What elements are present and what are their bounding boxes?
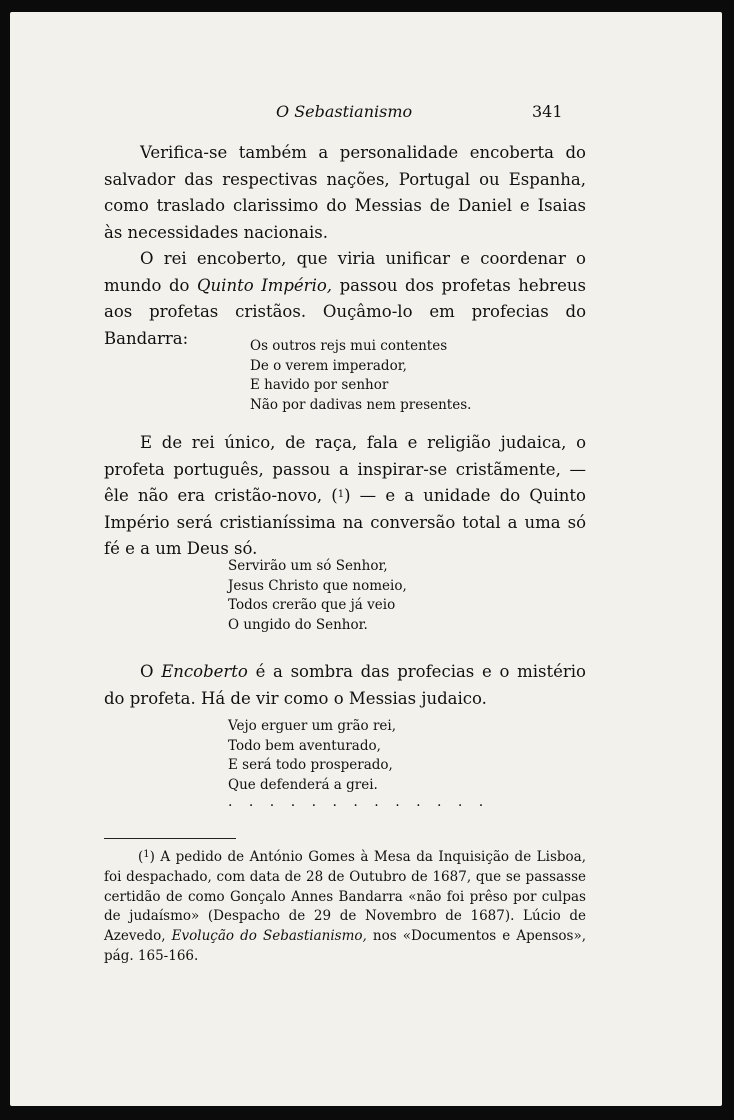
verse-line: O ungido do Senhor. [228, 616, 368, 633]
footnote: ($^1$) A pedido de António Gomes à Mesa da Inquisição de Lisboa, foi despachado, com data de 28 de Outubro de 1687, que se passasse certidão de como Gonçalo Annes Bandarra «não foi prêso por culpas de judaísmo» (Despacho de 29 de Novembro de 1687). Lúcio de Azevedo, Evolução do Sebastianismo, nos «Documentos e Apensos», pág. 165-166. [104, 849, 586, 964]
footnote-marker: 1 [143, 849, 150, 860]
verse-line: E será todo prosperado, [228, 757, 393, 773]
page-number: 341 [532, 102, 563, 121]
book-page [10, 12, 722, 1106]
footnote-divider [104, 838, 236, 839]
paragraph-3-text [104, 430, 586, 563]
paragraph-1 [104, 140, 586, 246]
footnote-text-part-2: nos «Documentos e Apensos», pág. 165-166. [104, 928, 586, 964]
paragraph-4 [104, 659, 586, 712]
verse-line: Servirão um só Senhor, [228, 558, 388, 574]
paragraph-4-part-1: O [140, 662, 162, 681]
verse-line: Todo bem aventurado, [228, 737, 381, 754]
paragraph-2-part-1: O rei encoberto, que viria unificar e coordenar o mundo do [104, 249, 586, 295]
paragraph-1-text: Verifica-se também a personalidade encoberta do salvador das respectivas nações, Portugal ou Espanha, como traslado clarissimo do Messias de Daniel e Isaias às necessidades nacionais. [104, 143, 586, 242]
verse-ellipsis: . . . . . . . . . . . . . [228, 794, 490, 810]
paragraph-2-part-2: passou dos profetas hebreus aos profetas cristãos. Ouçâmo-lo em profecias do Bandarra: [104, 275, 587, 348]
footnote-text-part-1: ) A pedido de António Gomes à Mesa da Inquisição de Lisboa, foi despachado, com data de 28 de Outubro de 1687, que se passasse certidão de como Gonçalo Annes Bandarra «não foi prêso por culpas de judaísmo» (Despacho de 29 de Novembro de 1687). Lúcio de Azevedo, [104, 849, 586, 945]
footnote-reference[interactable]: 1 [337, 489, 345, 500]
running-title: O Sebastianismo [276, 102, 413, 121]
verse-line: Não por dadivas nem presentes. [250, 396, 472, 413]
quinto-imperio-italic: Quinto Império, [197, 275, 333, 295]
paragraph-4-text [104, 659, 586, 712]
encoberto-italic: Encoberto [161, 662, 248, 681]
verse-2 [228, 557, 407, 635]
verse-line: De o verem imperador, [250, 357, 407, 374]
footnote-book-title: Evolução do Sebastianismo, [171, 928, 367, 945]
paragraph-3 [104, 430, 586, 563]
verse-line: Todos crerão que já veio [228, 597, 396, 613]
verse-1 [250, 337, 471, 415]
verse-3 [228, 717, 396, 795]
verse-line: Os outros rejs mui contentes [250, 338, 448, 354]
verse-line: Que defenderá a grei. [228, 776, 378, 793]
page-header [10, 102, 722, 126]
verse-line: E havido por senhor [250, 377, 389, 393]
paragraph-3-part-1: E de rei único, de raça, fala e religião judaica, o profeta português, passou a inspirar-se cristãmente, — êle não era cristão-novo, ( [104, 433, 586, 505]
verse-line: Vejo erguer um grão rei, [228, 718, 397, 734]
verse-line: Jesus Christo que nomeio, [228, 577, 407, 594]
paragraph-4-part-2: é a sombra das profecias e o mistério do profeta. Há de vir como o Messias judaico. [104, 662, 586, 708]
paragraph-3-part-2: ) — e a unidade do Quinto Império será cristianíssima na conversão total a uma só fé e a um Deus só. [104, 486, 586, 558]
